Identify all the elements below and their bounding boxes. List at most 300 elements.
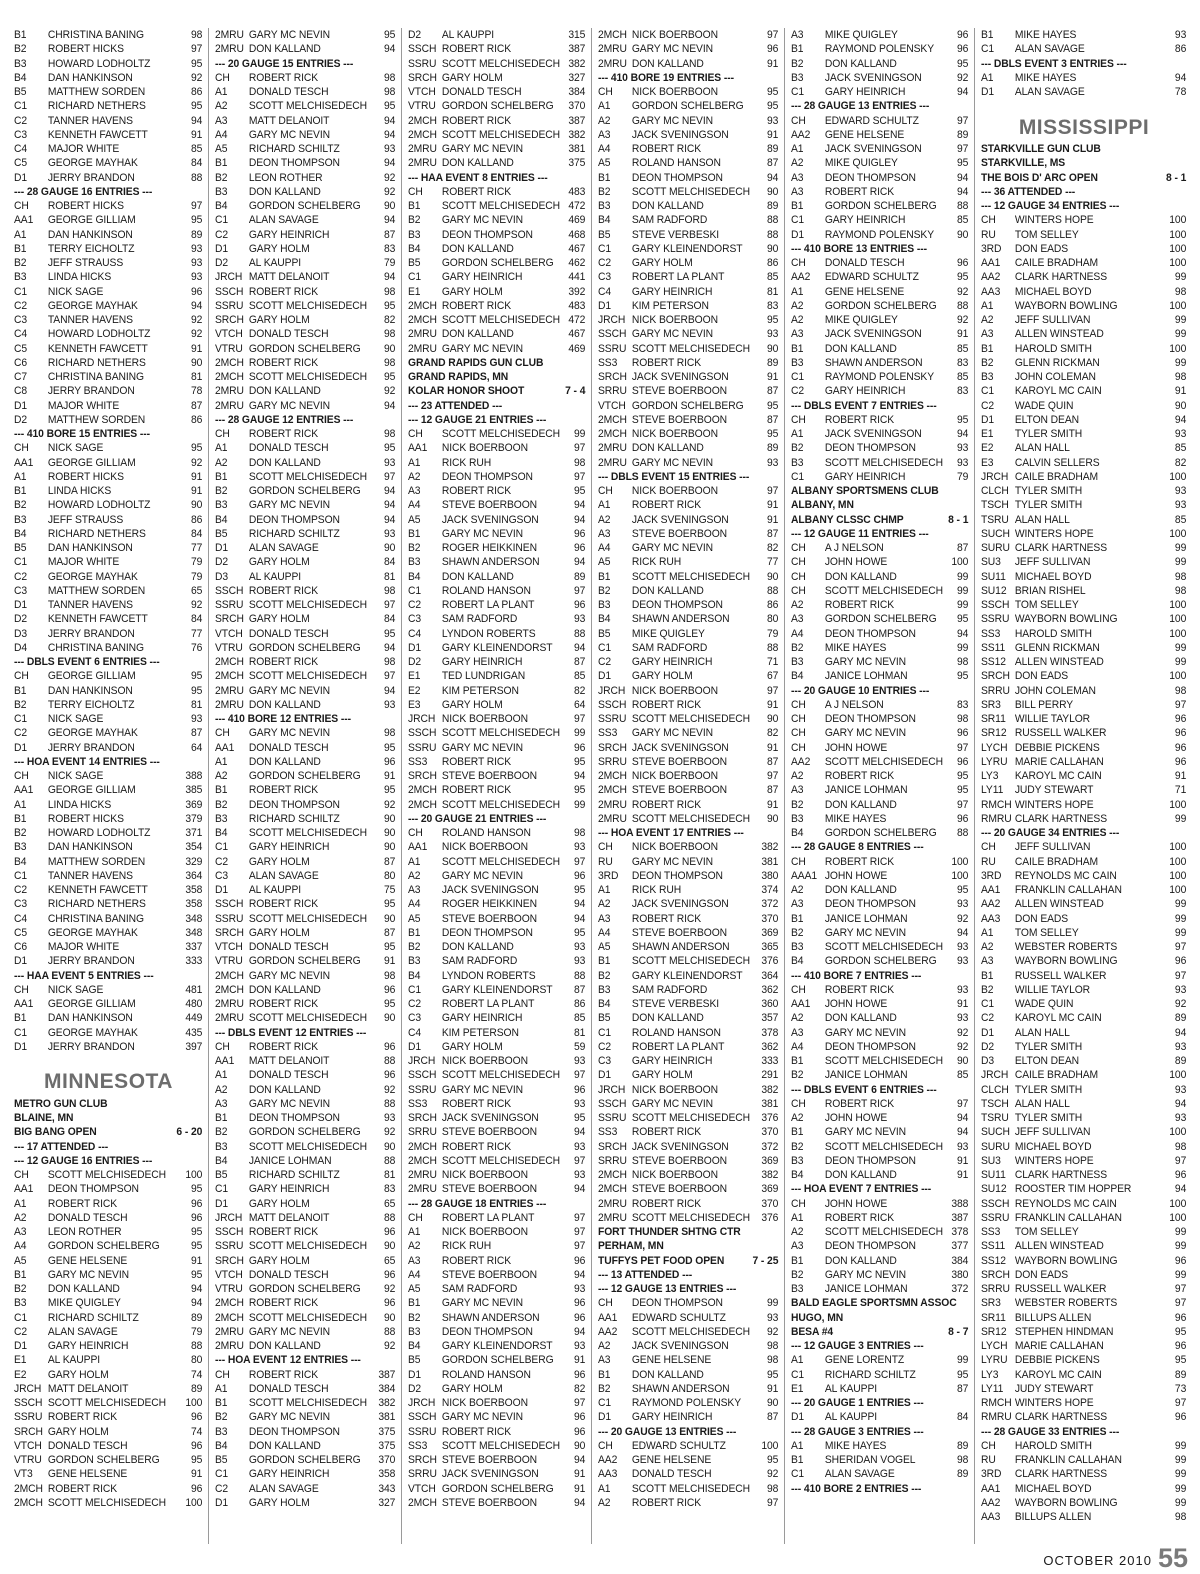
result-row: [981, 741, 1186, 755]
class-code: A1: [408, 456, 421, 469]
result-row: [981, 855, 1186, 869]
result-row: [215, 584, 395, 598]
score: 93: [1174, 1083, 1187, 1096]
result-row: [791, 555, 968, 569]
result-row: [408, 1496, 585, 1510]
class-code: RMRU: [981, 812, 1012, 825]
score: 354: [185, 841, 203, 854]
class-code: C1: [981, 385, 995, 398]
score: 397: [185, 1040, 203, 1053]
result-row: [14, 513, 202, 527]
event-header: --- 20 GAUGE 15 ENTRIES ---: [215, 57, 354, 70]
result-row: [598, 570, 778, 584]
shooter-name: ALLEN WINSTEAD: [1014, 656, 1104, 668]
result-row: [408, 1368, 585, 1382]
result-row: [408, 228, 585, 242]
score: 95: [190, 684, 203, 697]
score: 85: [574, 670, 586, 683]
score: 99: [1174, 1482, 1187, 1495]
result-row: [791, 370, 968, 384]
score: 83: [957, 698, 969, 711]
score: 291: [761, 1069, 779, 1082]
result-row: [598, 969, 778, 983]
class-code: CH: [791, 114, 806, 127]
result-row: [408, 185, 585, 199]
class-code: A2: [791, 1012, 804, 1025]
shoot-name: THE BOIS D' ARC OPEN: [981, 171, 1098, 184]
class-code: 2MCH: [215, 670, 244, 683]
class-code: E2: [14, 1368, 27, 1381]
class-code: B2: [14, 1283, 27, 1295]
shooter-name: TANNER HAVENS: [47, 599, 133, 611]
class-code: SSRU: [408, 741, 437, 754]
result-row: [14, 1168, 202, 1182]
result-row: [408, 1068, 585, 1082]
result-row: [14, 669, 202, 683]
shooter-name: DON KALLAND: [631, 1368, 704, 1381]
class-code: A3: [791, 1026, 804, 1039]
class-code: 2MRU: [215, 385, 244, 398]
class-code: B1: [981, 342, 994, 355]
class-code: SU3: [981, 556, 1001, 569]
shooter-name: NICK BOERBOON: [441, 713, 528, 725]
score: 100: [951, 855, 969, 868]
class-code: B1: [215, 157, 228, 170]
shooter-name: WINTERS HOPE: [1014, 527, 1094, 540]
class-code: B5: [215, 1454, 228, 1466]
result-row: [215, 612, 395, 626]
result-row: [598, 769, 778, 783]
score: 71: [1174, 784, 1187, 797]
class-code: B1: [791, 200, 804, 212]
score: 97: [957, 741, 969, 754]
score: 380: [761, 869, 779, 882]
shooter-name: GARY HEINRICH: [824, 470, 906, 483]
shooter-name: DEON THOMPSON: [824, 1240, 916, 1253]
shooter-name: DON EADS: [1014, 1268, 1069, 1281]
shooter-name: FRANKLIN CALLAHAN: [1014, 1211, 1122, 1224]
result-row: [598, 527, 778, 541]
result-row: [791, 926, 968, 940]
result-row: [791, 655, 968, 669]
shooter-name: FRANKLIN CALLAHAN: [1014, 884, 1122, 896]
score: 87: [767, 784, 779, 797]
shooter-name: GARY HEINRICH: [631, 1055, 713, 1067]
score: 95: [384, 371, 396, 383]
class-code: B1: [791, 1254, 804, 1267]
score: 95: [384, 898, 396, 911]
score: 98: [1174, 285, 1187, 298]
shooter-name: HAROLD SMITH: [1014, 627, 1092, 640]
class-code: B1: [598, 570, 611, 583]
result-row: [598, 213, 778, 227]
shooter-name: GARY HOLM: [441, 698, 503, 711]
result-row: [408, 71, 585, 85]
shooter-name: ROBERT RICK: [441, 43, 512, 56]
shooter-name: DON KALLAND: [248, 456, 321, 469]
class-code: C2: [981, 399, 995, 412]
shooter-name: GARY HOLM: [441, 1040, 503, 1053]
score: 93: [574, 841, 586, 854]
class-code: C2: [598, 257, 612, 269]
result-row: [598, 555, 778, 569]
result-row: [791, 1211, 968, 1225]
score: 90: [767, 1397, 779, 1409]
score: 93: [190, 242, 203, 255]
class-code: CH: [215, 1040, 230, 1053]
result-row: [981, 456, 1186, 470]
shooter-name: STEVE BOERBOON: [441, 912, 538, 925]
class-code: B3: [408, 1325, 421, 1338]
shooter-name: JERRY BRANDON: [47, 1040, 135, 1053]
class-code: A3: [14, 1226, 27, 1238]
class-code: SU12: [981, 584, 1007, 597]
result-row: [598, 1453, 778, 1467]
class-code: B2: [791, 1268, 804, 1281]
shooter-name: GENE HELSENE: [631, 1454, 712, 1466]
class-code: B2: [598, 584, 611, 597]
class-code: B5: [14, 86, 27, 98]
result-row: [14, 498, 202, 512]
score: 97: [767, 770, 779, 782]
score: 90: [767, 342, 779, 355]
score: 98: [384, 969, 396, 982]
event-header: --- 12 GAUGE 21 ENTRIES ---: [408, 413, 547, 426]
shooter-name: MICHAEL BOYD: [1014, 1482, 1092, 1495]
score: 372: [761, 898, 779, 911]
shooter-name: WEBSTER ROBERTS: [1014, 1297, 1118, 1310]
score: 370: [568, 100, 586, 113]
result-row: [598, 1154, 778, 1168]
shooter-name: TANNER HAVENS: [47, 869, 133, 882]
event-header: --- 410 BORE 12 ENTRIES ---: [215, 713, 351, 725]
score: 89: [1174, 1012, 1187, 1025]
score: 93: [1174, 1112, 1187, 1124]
class-code: 3RD: [981, 242, 1002, 255]
result-row: [598, 912, 778, 926]
result-row: [598, 57, 778, 71]
score: 99: [1174, 898, 1187, 911]
result-row: [981, 1225, 1186, 1239]
class-code: JRCH: [408, 1397, 436, 1409]
class-code: B2: [791, 641, 804, 654]
result-row: [14, 698, 202, 712]
shooter-name: JERRY BRANDON: [47, 385, 135, 398]
score: 87: [190, 399, 203, 412]
class-code: C3: [14, 128, 28, 141]
shooter-name: GARY MC NEVIN: [631, 328, 713, 341]
class-code: A2: [215, 456, 228, 469]
event-header: --- 12 GAUGE 13 ENTRIES ---: [598, 1283, 737, 1295]
shooter-name: JACK SVENINGSON: [631, 371, 729, 383]
class-code: SSCH: [598, 1097, 627, 1110]
class-code: C4: [14, 912, 28, 925]
score: 96: [384, 1069, 396, 1082]
score: 378: [761, 1026, 779, 1039]
shooter-name: GARY HOLM: [248, 556, 310, 569]
shooter-name: SCOTT MELCHISEDECH: [631, 570, 751, 583]
class-code: C7: [14, 371, 28, 383]
class-code: SR3: [981, 1297, 1001, 1310]
class-code: LYRU: [981, 1354, 1008, 1367]
shooter-name: RICHARD NETHERS: [47, 898, 146, 911]
score: 99: [574, 428, 586, 440]
shooter-name: ROBERT RICK: [248, 998, 319, 1010]
score: 91: [767, 513, 779, 526]
score: 91: [574, 1468, 586, 1481]
shooter-name: SCOTT MELCHISEDECH: [631, 713, 751, 725]
class-code: C2: [14, 570, 28, 583]
score: 97: [574, 1069, 586, 1082]
result-row: [215, 698, 395, 712]
shooter-name: GARY MC NEVIN: [248, 1325, 330, 1338]
score: 93: [957, 983, 969, 996]
shooter-name: MIKE QUIGLEY: [824, 314, 898, 326]
shooter-name: ROBERT RICK: [441, 1425, 512, 1438]
shooter-name: GARY MC NEVIN: [824, 727, 906, 740]
score: 348: [185, 926, 203, 939]
score: 93: [1174, 428, 1187, 440]
shooter-name: DON KALLAND: [441, 941, 514, 953]
result-row: [215, 28, 395, 42]
result-row: [981, 498, 1186, 512]
shooter-name: RICHARD NETHERS: [47, 527, 146, 540]
shooter-name: ROBERT LA PLANT: [631, 271, 725, 284]
result-row: [598, 1140, 778, 1154]
shooter-name: JOHN HOWE: [824, 556, 888, 569]
shooter-name: TYLER SMITH: [1014, 499, 1083, 512]
result-row: [791, 413, 968, 427]
score: 99: [1174, 1468, 1187, 1481]
class-code: C4: [408, 627, 422, 640]
result-row: [215, 114, 395, 128]
result-row: [14, 798, 202, 812]
score: 95: [767, 100, 779, 113]
shooter-name: GARY HEINRICH: [441, 656, 523, 668]
result-row: [791, 1111, 968, 1125]
shoot-name: TUFFYS PET FOOD OPEN: [598, 1254, 725, 1267]
shooter-name: HOWARD LODHOLTZ: [47, 328, 151, 341]
shooter-name: DEON THOMPSON: [441, 926, 533, 939]
score: 94: [574, 499, 586, 512]
result-row: [408, 57, 585, 71]
score: 95: [957, 613, 969, 626]
result-row: [215, 1296, 395, 1310]
class-code: SSCH: [408, 43, 437, 56]
class-code: SRCH: [408, 71, 437, 84]
result-row: [791, 726, 968, 740]
result-row: [598, 655, 778, 669]
result-row: [981, 42, 1186, 56]
score: 98: [384, 328, 396, 341]
class-code: A3: [408, 485, 421, 497]
event-header: --- DBLS EVENT 6 ENTRIES ---: [791, 1083, 937, 1096]
score: 92: [384, 1283, 396, 1295]
result-row: [215, 641, 395, 655]
result-row: [14, 171, 202, 185]
result-row: [14, 1396, 202, 1410]
result-row: [408, 441, 585, 455]
score: 97: [767, 1496, 779, 1509]
result-row: [14, 783, 202, 797]
result-row: [791, 869, 968, 883]
result-row: [14, 456, 202, 470]
event-header: --- 12 GAUGE 3 ENTRIES ---: [791, 1340, 924, 1352]
shoot-date: 8 - 1: [948, 513, 969, 526]
shooter-name: DEON THOMPSON: [631, 599, 723, 611]
shooter-name: GEORGE MAYHAK: [47, 727, 138, 740]
score: 100: [1169, 242, 1187, 255]
score: 95: [957, 884, 969, 896]
shooter-name: GARY MC NEVIN: [824, 1268, 906, 1281]
club-info: STARKVILLE, MS: [981, 157, 1066, 170]
shooter-name: GARY MC NEVIN: [441, 214, 523, 227]
class-code: A2: [215, 1083, 228, 1096]
score: 97: [190, 200, 203, 212]
class-code: C1: [598, 1026, 612, 1039]
class-code: SR11: [981, 713, 1006, 725]
class-code: C2: [14, 727, 28, 740]
shooter-name: ROBERT RICK: [248, 285, 319, 298]
class-code: E3: [981, 456, 994, 469]
class-code: B4: [215, 200, 228, 212]
class-code: 2MCH: [598, 1183, 627, 1196]
result-row: [981, 213, 1186, 227]
score: 82: [574, 1382, 586, 1395]
shooter-name: TERRY EICHOLTZ: [47, 698, 135, 711]
shooter-name: SCOTT MELCHISEDECH: [824, 755, 944, 768]
class-code: B1: [14, 812, 27, 825]
result-row: [791, 1382, 968, 1396]
result-row: [598, 840, 778, 854]
score: 95: [190, 57, 203, 70]
score: 88: [384, 1055, 396, 1067]
shooter-name: GORDON SCHELBERG: [248, 1126, 361, 1139]
class-code: CH: [598, 485, 613, 497]
class-code: SRRU: [598, 385, 627, 398]
shooter-name: RICK RUH: [441, 1240, 492, 1253]
shooter-name: KAROYL MC CAIN: [1014, 385, 1102, 398]
class-code: VT3: [14, 1468, 33, 1481]
class-code: 2MRU: [215, 1012, 244, 1025]
class-code: A3: [598, 527, 611, 540]
score: 100: [1169, 855, 1187, 868]
class-code: D2: [408, 656, 422, 668]
footer-month: OCTOBER 2010: [1043, 1553, 1152, 1568]
score: 87: [384, 855, 396, 868]
shooter-name: DONALD TESCH: [248, 1268, 329, 1281]
shooter-name: ELTON DEAN: [1014, 413, 1080, 426]
shooter-name: ROBERT LA PLANT: [441, 599, 535, 611]
class-code: SSRU: [408, 57, 437, 70]
result-row: [981, 1482, 1186, 1496]
score: 100: [1169, 214, 1187, 227]
score: 384: [568, 86, 586, 98]
event-header: --- DBLS EVENT 15 ENTRIES ---: [598, 470, 750, 483]
shooter-name: SCOTT MELCHISEDECH: [631, 1482, 751, 1495]
class-code: A5: [14, 1254, 27, 1267]
result-row: [215, 940, 395, 954]
shooter-name: GARY MC NEVIN: [824, 1126, 906, 1139]
shooter-name: TYLER SMITH: [1014, 1112, 1083, 1124]
score: 92: [384, 185, 396, 198]
result-row: [408, 1410, 585, 1424]
result-row: [408, 1140, 585, 1154]
score: 88: [384, 1325, 396, 1338]
result-row: [598, 456, 778, 470]
score: 92: [957, 1040, 969, 1053]
score: 382: [761, 1169, 779, 1181]
result-row: [14, 1182, 202, 1196]
result-row: [981, 484, 1186, 498]
score: 95: [574, 1112, 586, 1124]
result-row: [408, 513, 585, 527]
result-row: [981, 1410, 1186, 1424]
score: 96: [574, 1411, 586, 1424]
shooter-name: SCOTT MELCHISEDECH: [248, 1012, 368, 1025]
class-code: B2: [791, 57, 804, 70]
class-code: 3RD: [981, 1468, 1002, 1481]
shooter-name: LINDA HICKS: [47, 798, 112, 811]
result-row: [981, 570, 1186, 584]
result-row: [14, 912, 202, 926]
shooter-name: DON KALLAND: [441, 570, 514, 583]
score: 90: [384, 827, 396, 839]
score: 96: [1174, 1411, 1187, 1424]
shooter-name: ROBERT RICK: [631, 912, 702, 925]
shooter-name: DONALD TESCH: [248, 328, 329, 341]
score: 94: [384, 157, 396, 170]
class-code: A2: [791, 884, 804, 896]
score: 96: [190, 1411, 203, 1424]
result-row: [408, 142, 585, 156]
shooter-name: GORDON SCHELBERG: [248, 342, 361, 355]
score: 382: [568, 57, 586, 70]
shooter-name: GARY MC NEVIN: [631, 727, 713, 740]
result-row: [981, 28, 1186, 42]
result-row: [981, 755, 1186, 769]
shooter-name: RAYMOND POLENSKY: [631, 1397, 742, 1409]
event-header: --- 28 GAUGE 8 ENTRIES ---: [791, 841, 924, 854]
class-code: SSCH: [408, 1411, 437, 1424]
shooter-name: RICHARD SCHILTZ: [248, 812, 340, 825]
class-code: VTCH: [598, 399, 626, 412]
class-code: AA2: [981, 1496, 1001, 1509]
score: 93: [767, 1311, 779, 1324]
result-row: [14, 1311, 202, 1325]
shooter-name: GENE HELSENE: [631, 1354, 712, 1367]
result-row: [14, 484, 202, 498]
class-code: SRRU: [981, 684, 1010, 697]
result-row: [598, 427, 778, 441]
class-code: CH: [408, 428, 423, 440]
result-row: [215, 1254, 395, 1268]
score: 97: [574, 1211, 586, 1224]
shooter-name: NICK BOERBOON: [441, 1397, 528, 1409]
shooter-name: GARY MC NEVIN: [631, 114, 713, 127]
class-code: B4: [598, 998, 611, 1010]
shooter-name: EDWARD SCHULTZ: [631, 1439, 726, 1452]
shooter-name: GLENN RICKMAN: [1014, 641, 1100, 654]
shooter-name: DAN HANKINSON: [47, 228, 133, 241]
shooter-name: MATTHEW SORDEN: [47, 413, 146, 426]
score: 91: [767, 698, 779, 711]
shooter-name: NICK BOERBOON: [441, 442, 528, 455]
result-row: [408, 1425, 585, 1439]
class-code: C2: [14, 884, 28, 896]
shooter-name: JACK SVENINGSON: [441, 1468, 539, 1481]
class-code: A2: [981, 314, 994, 326]
